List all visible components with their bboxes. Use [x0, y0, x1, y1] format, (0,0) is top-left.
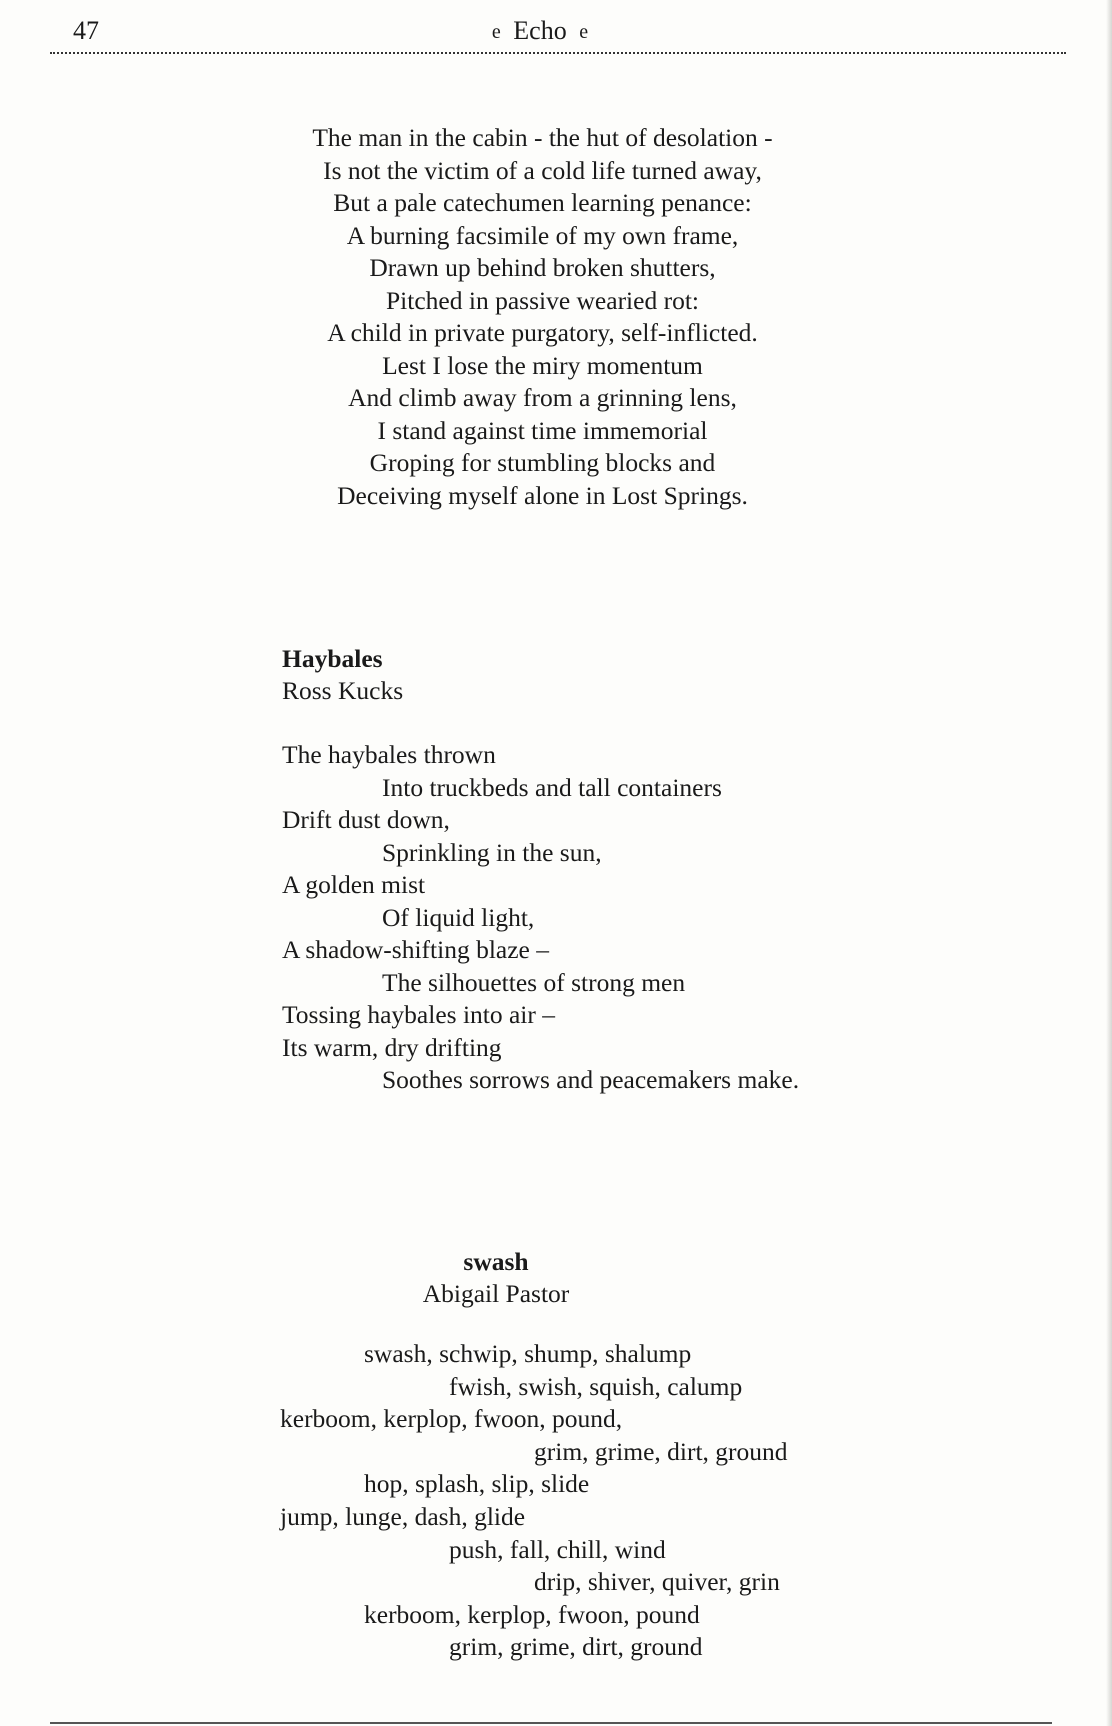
poem-line: Pitched in passive wearied rot: [386, 285, 699, 315]
poem-line: The man in the cabin - the hut of desolation - [312, 123, 773, 152]
poem-line: Soothes sorrows and peacemakers make. [382, 1065, 800, 1094]
page-edge-shadow [1106, 0, 1112, 1726]
poem-line: Sprinkling in the sun, [382, 837, 602, 867]
poem-line: A shadow-shifting blaze – [282, 935, 549, 964]
haybales-poem [282, 739, 799, 1097]
poem-line: Of liquid light, [382, 902, 535, 932]
header-dotted-rule [50, 52, 1066, 54]
poem-continuation [240, 122, 845, 512]
poem-line: But a pale catechumen learning penance: [333, 188, 752, 217]
poem-line: kerboom, kerplop, fwoon, pound, [280, 1404, 623, 1434]
ornament-left-icon: e [491, 21, 501, 43]
ornament-right-icon: e [579, 21, 589, 43]
poem-line: Its warm, dry drifting [282, 1032, 502, 1062]
poem-line: A child in private purgatory, self-inflicted. [327, 318, 758, 347]
poem-author: Ross Kucks [282, 676, 404, 705]
poem-line: jump, lunge, dash, glide [280, 1501, 526, 1531]
swash-heading [380, 1246, 612, 1310]
poem-line: grim, grime, dirt, ground [449, 1632, 703, 1662]
poem-line: The silhouettes of strong men [382, 967, 686, 997]
poem-line: Into truckbeds and tall containers [382, 772, 722, 802]
poem-line: And climb away from a grinning lens, [348, 383, 737, 412]
poem-title: Haybales [282, 644, 383, 673]
poem-line: I stand against time immemorial [377, 415, 708, 445]
poem-line: Lest I lose the miry momentum [382, 350, 703, 380]
poem-line: A golden mist [282, 870, 426, 899]
poem-line: Drift dust down, [282, 805, 450, 834]
poem-line: The haybales thrown [282, 740, 496, 769]
poem-author: Abigail Pastor [422, 1279, 570, 1308]
poem-line: swash, schwip, shump, shalump [364, 1339, 692, 1368]
poem-line: fwish, swish, squish, calump [449, 1371, 743, 1401]
swash-poem [280, 1338, 788, 1664]
poem-line: Tossing haybales into air – [282, 1000, 556, 1029]
haybales-heading [282, 643, 403, 707]
poem-line: grim, grime, dirt, ground [534, 1436, 788, 1466]
poem-line: push, fall, chill, wind [449, 1534, 666, 1564]
poem-line: kerboom, kerplop, fwoon, pound [364, 1599, 700, 1629]
poem-line: Is not the victim of a cold life turned away, [323, 155, 762, 185]
running-head [32, 16, 1048, 46]
poem-line: drip, shiver, quiver, grin [534, 1567, 780, 1597]
footer-rule [50, 1722, 1052, 1724]
poem-line: hop, splash, slip, slide [364, 1469, 590, 1499]
poem-line: Drawn up behind broken shutters, [369, 253, 716, 282]
page-header [50, 14, 1066, 54]
poem-line: A burning facsimile of my own frame, [346, 220, 739, 250]
running-head-title: Echo [513, 16, 567, 45]
page-number: 47 [73, 16, 99, 45]
poem-line: Deceiving myself alone in Lost Springs. [337, 480, 748, 510]
poem-line: Groping for stumbling blocks and [369, 448, 716, 477]
poem-title: swash [463, 1247, 529, 1276]
